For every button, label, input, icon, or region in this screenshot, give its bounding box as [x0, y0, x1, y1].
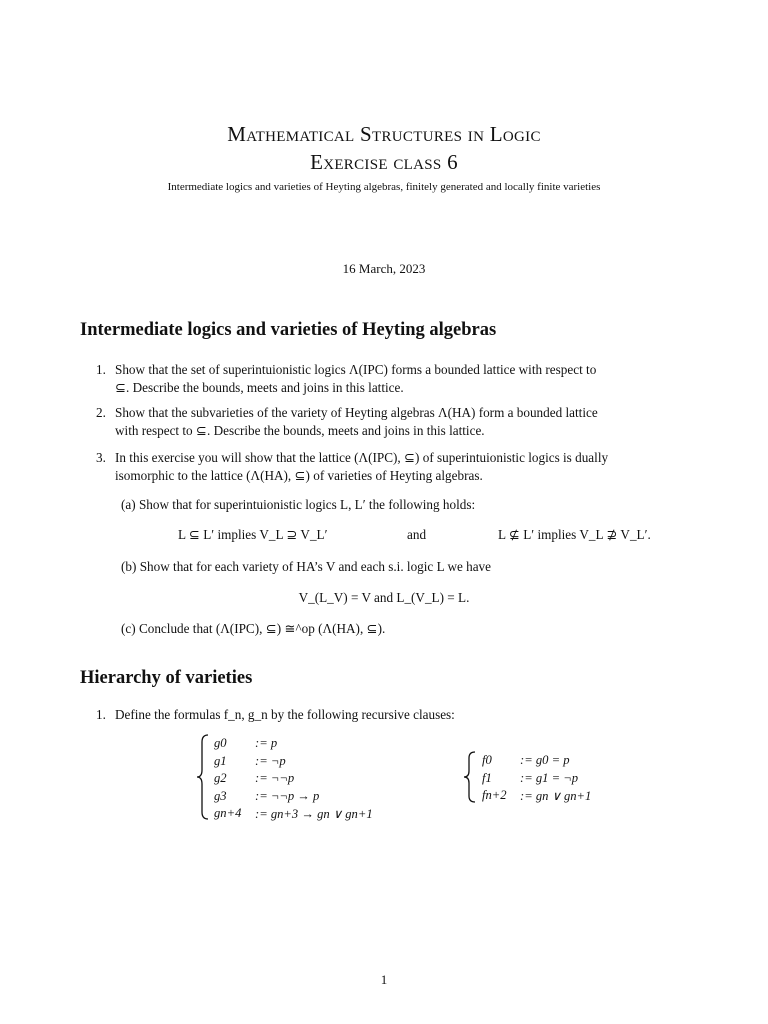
item-line: Show that the set of superintuionistic logics Λ(IPC) forms a bounded lattice with respect to: [115, 362, 597, 377]
clause-lhs: f1: [482, 770, 492, 785]
clause-lhs: f0: [482, 753, 492, 767]
clause-rhs: := p: [255, 736, 278, 750]
clause-rhs: := g0 = p: [520, 753, 570, 767]
title-line-2: Exercise class 6: [310, 150, 458, 174]
list-item: [96, 361, 695, 397]
sub-label: (b): [121, 559, 137, 574]
g-clauses-lhs: [214, 736, 241, 824]
item-number: 1.: [96, 362, 106, 377]
formula-and: and: [407, 527, 427, 542]
list-item: [96, 404, 695, 440]
item-line: Define the formulas f_n, g_n by the following recursive clauses:: [115, 707, 455, 722]
page-number: 1: [380, 972, 388, 987]
f-clauses-lhs: [482, 753, 507, 806]
sub-text: Conclude that (Λ(IPC), ⊆) ≅^op (Λ(HA), ⊆).: [138, 621, 386, 636]
sub-label: (a): [121, 497, 136, 512]
formula-right: L ⊈ L′ implies V_L ⊉ V_L′.: [498, 527, 651, 542]
subtitle: Intermediate logics and varieties of Heyting algebras, finitely generated and locally finite varieties: [167, 181, 601, 193]
title-line-1: Mathematical Structures in Logic: [227, 122, 541, 146]
clause-rhs: := g1 = ¬p: [520, 770, 579, 785]
clause-lhs: g0: [214, 736, 227, 750]
list-item: [96, 706, 695, 724]
clause-lhs: fn+2: [482, 788, 507, 802]
item-line: isomorphic to the lattice (Λ(HA), ⊆) of varieties of Heyting algebras.: [115, 468, 483, 483]
clause-lhs: g2: [214, 771, 227, 785]
clause-rhs: := ¬¬p: [255, 771, 295, 785]
clause-rhs: := ¬p: [255, 753, 286, 768]
left-brace-g: [196, 734, 210, 820]
item-line: ⊆. Describe the bounds, meets and joins in this lattice.: [115, 380, 404, 395]
formula-left: L ⊆ L′ implies V_L ⊇ V_L′: [178, 527, 328, 542]
sub-text: Show that for each variety of HA’s V and each s.i. logic L we have: [139, 559, 492, 574]
f-clauses-rhs: [520, 753, 591, 806]
clause-lhs: g1: [214, 753, 227, 768]
item-number: 3.: [96, 450, 106, 465]
sub-item-a: [121, 496, 475, 514]
item-line: Show that the subvarieties of the variety of Heyting algebras Λ(HA) form a bounded lattice: [115, 405, 598, 420]
clause-rhs: := gn+3 → gn ∨ gn+1: [255, 807, 373, 821]
clause-rhs: := ¬¬p → p: [255, 788, 320, 803]
item-line: with respect to ⊆. Describe the bounds, meets and joins in this lattice.: [115, 423, 485, 438]
item-number: 2.: [96, 405, 106, 420]
left-brace-f: [463, 751, 477, 803]
clause-lhs: g3: [214, 788, 227, 803]
formula-b: V_(L_V) = V and L_(V_L) = L.: [298, 590, 470, 605]
list-item: [96, 449, 695, 485]
clause-rhs: := gn ∨ gn+1: [520, 789, 592, 803]
item-number: 1.: [96, 707, 106, 722]
sub-item-c: [121, 620, 385, 638]
section-heading-1: Intermediate logics and varieties of Heyting algebras: [80, 320, 497, 340]
date: 16 March, 2023: [342, 261, 426, 276]
section-heading-2: Hierarchy of varieties: [80, 668, 253, 688]
clause-lhs: gn+4: [214, 806, 242, 820]
g-clauses-rhs: [255, 736, 373, 824]
sub-item-b: [121, 558, 491, 576]
item-line: In this exercise you will show that the lattice (Λ(IPC), ⊆) of superintuionistic logics is dually: [115, 450, 609, 465]
sub-text: Show that for superintuionistic logics L, L′ the following holds:: [138, 497, 476, 512]
sub-label: (c): [121, 621, 136, 636]
